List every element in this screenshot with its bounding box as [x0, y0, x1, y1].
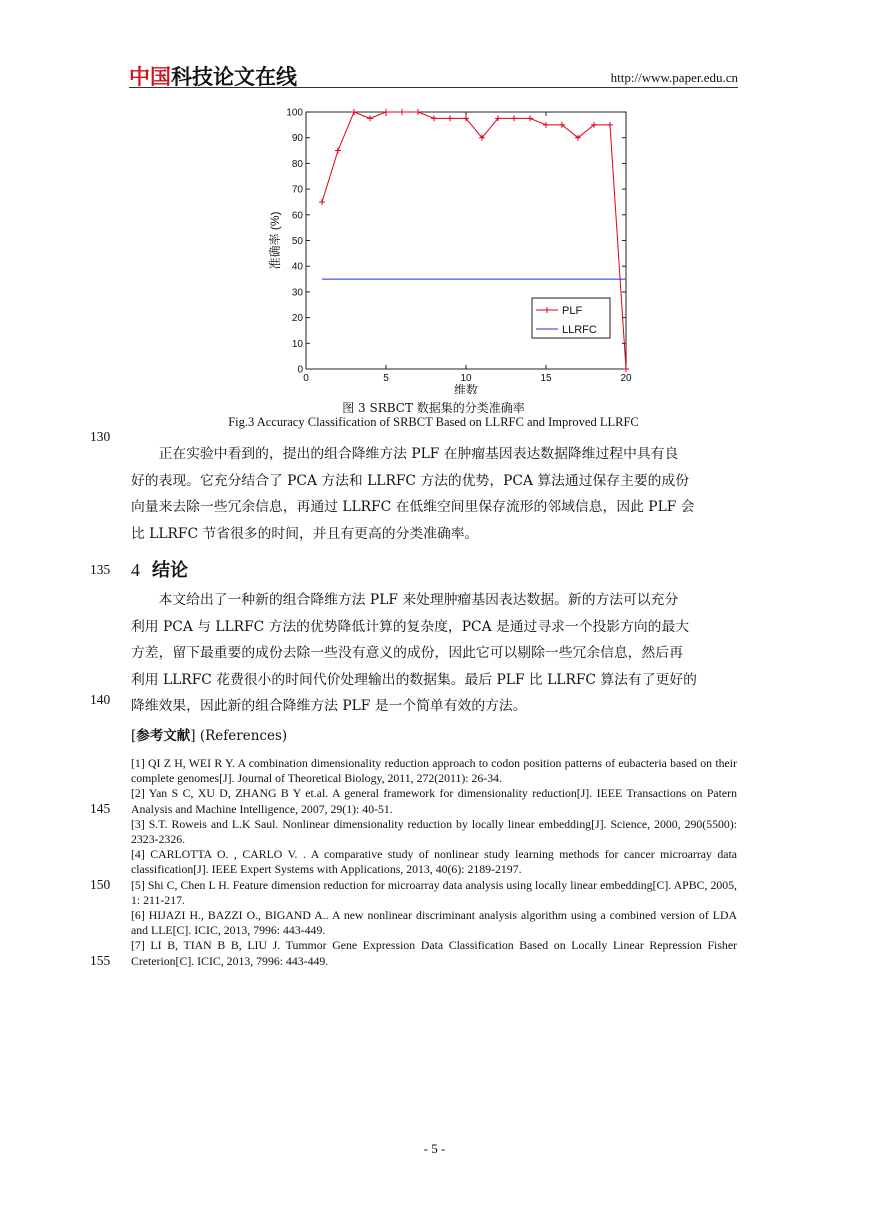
y-tick-label: 90: [291, 133, 303, 145]
text-line: 利用 PCA 与 LLRFC 方法的优势降低计算的复杂度，PCA 是通过寻求一个投影方向的最大: [131, 618, 690, 635]
page-number: - 5 -: [423, 1141, 446, 1156]
text-line: 正在实验中看到的，提出的组合降维方法 PLF 在肿瘤基因表达数据降维过程中具有良: [158, 446, 679, 462]
reference-item: [5] Shi C, Chen L H. Feature dimension reduction for microarray data analysis using locally linear embedding[C]. APBC, 2005, 1: 211-217.: [131, 877, 737, 907]
y-tick-label: 20: [291, 313, 303, 325]
line-number-140: 140: [90, 692, 111, 707]
y-tick-label: 0: [297, 364, 303, 376]
x-tick-label: 20: [620, 373, 632, 384]
references-heading-bold: 参考文献: [136, 728, 191, 744]
data-point: [511, 115, 517, 121]
accuracy-chart: [262, 102, 642, 394]
text-line: 比 LLRFC 节省很多的时间，并且有更高的分类准确率。: [131, 525, 479, 542]
data-point: [335, 148, 341, 154]
x-tick-label: 0: [303, 373, 309, 384]
y-tick-label: 70: [291, 184, 303, 196]
data-point: [447, 115, 453, 121]
y-tick-label: 100: [286, 107, 303, 119]
data-point: [431, 115, 437, 121]
line-number-135: 135: [90, 562, 111, 577]
logo-red-text: 中国: [129, 65, 171, 89]
references-heading-rest: (References): [195, 728, 288, 744]
y-tick-label: 40: [291, 261, 303, 273]
data-point: [367, 115, 373, 121]
reference-item: [3] S.T. Roweis and L.K Saul. Nonlinear dimensionality reduction by locally linear embedding[J]. Science, 2000, 290(5500): 2323-2326.: [131, 816, 737, 847]
header-rule: [129, 87, 738, 88]
y-tick-label: 60: [291, 210, 303, 222]
legend-label: PLF: [562, 305, 583, 317]
logo-black-text: 科技论文在线: [171, 65, 297, 89]
text-line: 好的表现。它充分结合了 PCA 方法和 LLRFC 方法的优势，PCA 算法通过保存主要的成份: [131, 472, 690, 489]
reference-item: [7] LI B, TIAN B B, LIU J. Tummor Gene Expression Data Classification Based on Locally Linear Repression Fisher Creterion[C]. ICIC, 2013, 7996: 443-449.: [131, 938, 737, 968]
y-tick-label: 80: [291, 158, 303, 170]
x-tick-label: 15: [540, 373, 552, 384]
reference-item: [1] QI Z H, WEI R Y. A combination dimensionality reduction approach to codon position patterns of eubacteria based on their complete genomes[J]. Journal of Theoretical Biology, 2011, 272(2011): 26-34.: [131, 756, 737, 786]
text-line: 降维效果，因此新的组合降维方法 PLF 是一个简单有效的方法。: [131, 698, 527, 714]
y-tick-label: 50: [291, 236, 303, 247]
section-heading: [131, 556, 188, 582]
text-line: 利用 LLRFC 花费很小的时间代价处理输出的数据集。最后 PLF 比 LLRFC 算法有了更好的: [131, 671, 697, 688]
legend-label: LLRFC: [562, 324, 597, 336]
section-title: 结论: [152, 560, 188, 581]
reference-item: [6] HIJAZI H., BAZZI O., BIGAND A.. A new nonlinear discriminant analysis algorithm using a combined version of LDA and LLE[C]. ICIC, 2013, 7996: 443-449.: [131, 908, 737, 938]
y-tick-label: 30: [291, 287, 303, 299]
reference-item: [2] Yan S C, XU D, ZHANG B Y et.al. A general framework for dimensionality reduction[J]. IEEE Transactions on Patern Analysis and Machine Intelligence, 2007, 29(1): 40-51.: [131, 786, 737, 816]
line-number-155: 155: [90, 953, 111, 968]
data-point: [415, 109, 421, 115]
line-number-150: 150: [90, 877, 111, 892]
references-heading: [参考文献] (References): [131, 728, 288, 744]
references-list: [131, 756, 737, 969]
line-number-130: 130: [90, 429, 111, 444]
section-number: 4: [131, 560, 140, 580]
data-point: [543, 122, 549, 128]
x-tick-label: 10: [460, 373, 472, 384]
data-point: [399, 109, 405, 115]
text-line: 向量来去除一些冗余信息，再通过 LLRFC 在低维空间里保存流形的邻域信息，因此 PLF 会: [131, 499, 695, 515]
text-line: 本文给出了一种新的组合降维方法 PLF 来处理肿瘤基因表达数据。新的方法可以充分: [158, 592, 679, 608]
text-line: 方差，留下最重要的成份去除一些没有意义的成份，因此它可以剔除一些冗余信息，然后再: [131, 645, 683, 661]
header-url[interactable]: http://www.paper.edu.cn: [610, 70, 738, 85]
paragraph-conclusion: [131, 587, 737, 720]
data-point: [527, 115, 533, 121]
figure-caption-cn: 图 3 SRBCT 数据集的分类准确率: [342, 401, 525, 415]
line-number-145: 145: [90, 801, 111, 816]
data-point: [607, 122, 613, 128]
data-point: [623, 366, 629, 372]
data-point: [319, 199, 325, 205]
y-tick-label: 10: [291, 338, 303, 350]
reference-item: [4] CARLOTTA O. , CARLO V. . A comparative study of nonlinear study learning methods for cancer microarray data classification[J]. IEEE Expert Systems with Applications, 2013, 40(6): 2189-2197.: [131, 847, 737, 877]
data-point: [351, 109, 357, 115]
paragraph-discussion: [131, 441, 737, 547]
y-axis-label: 准确率 (%): [268, 211, 282, 270]
figure-caption-en: Fig.3 Accuracy Classification of SRBCT Based on LLRFC and Improved LLRFC: [228, 415, 639, 429]
data-point: [383, 109, 389, 115]
x-tick-label: 5: [383, 373, 389, 384]
x-axis-label: 维数: [453, 383, 479, 394]
